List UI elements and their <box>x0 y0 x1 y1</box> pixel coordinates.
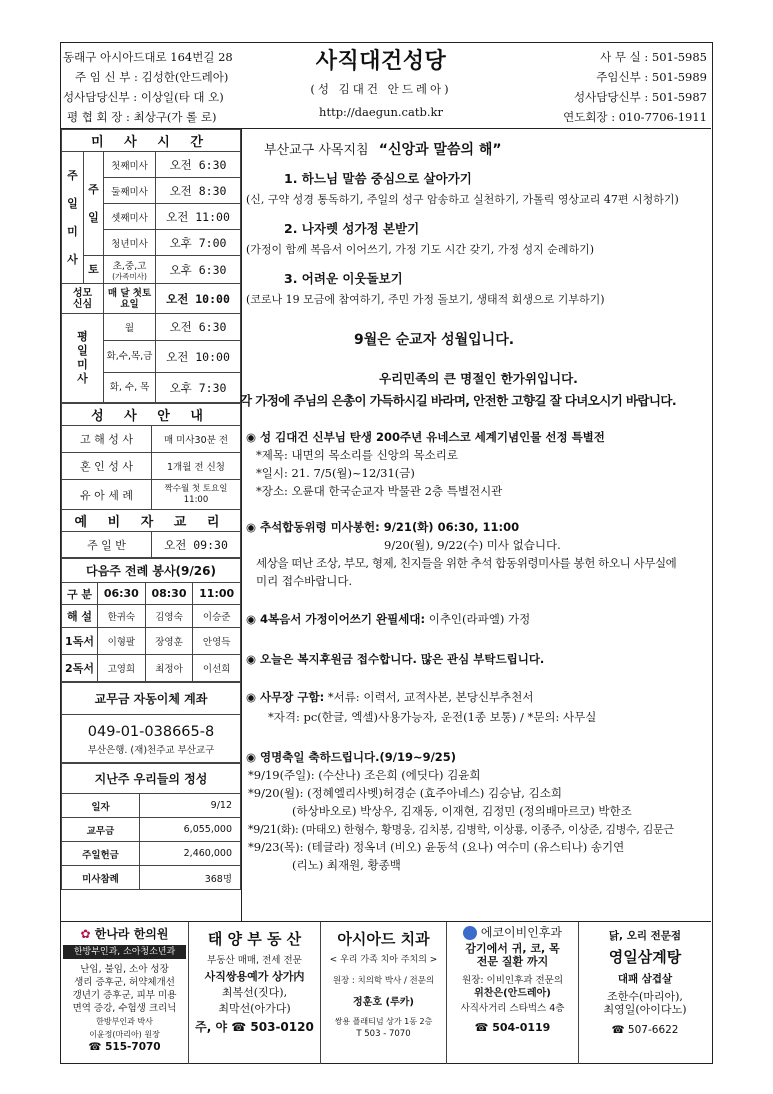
sacrament-value: 매 미사30분 전 <box>152 426 241 453</box>
clinic-logo-icon <box>463 926 477 940</box>
offering-value: 6,055,000 <box>140 818 241 842</box>
ad-line: 부동산 매매, 전세 전문 <box>207 955 302 966</box>
mass-schedule-table <box>61 129 241 403</box>
ad-line: 이윤정(마리아) 원장 <box>89 1030 160 1039</box>
account-bank: 부산은행. (재)천주교 부산교구 <box>87 744 215 756</box>
service-cell: 장영훈 <box>145 628 193 655</box>
mass-name: 화, 수, 목 <box>104 373 156 403</box>
offering-heading: 지난주 우리들의 정성 <box>62 764 241 794</box>
ad-line: 대패 삼겹살 <box>617 973 673 985</box>
notice-gospel-copy <box>246 611 530 627</box>
ad-line: < 우리 가족 치아 주치의 > <box>329 955 438 965</box>
first-saturday-name: 매 달 첫토요일 <box>104 284 156 314</box>
service-role: 1독서 <box>62 628 98 655</box>
guideline-1-body: (신, 구약 성경 통독하기, 주일의 성구 암송하고 실천하기, 가톨릭 영상교리 47편 시청하기) <box>246 193 679 206</box>
greeting-line-1: 우리민족의 큰 명절인 한가위입니다. <box>379 371 578 386</box>
mass-time: 오후 7:00 <box>156 230 241 256</box>
offering-label: 일자 <box>62 794 140 818</box>
pastor-info: 주 임 신 부 : 김성한(안드레아) <box>75 70 229 84</box>
church-patron: (성 김대건 안드레아) <box>310 82 452 96</box>
mass-name: 첫째미사 <box>104 152 156 178</box>
mass-name: 화,수,목,금 <box>104 341 156 373</box>
ad-samgyetang-name: 영일삼계탕 <box>608 948 682 966</box>
mass-time: 오후 7:30 <box>156 373 241 403</box>
notice-memorial-mass-body-2: 미리 접수바랍니다. <box>256 574 353 588</box>
mass-name: 둘째미사 <box>104 178 156 204</box>
service-cell: 최정아 <box>145 655 193 682</box>
sacrament-table <box>61 403 241 558</box>
guideline-2-body: (가정이 함께 복음서 이어쓰기, 가정 기도 시간 갖기, 가정 성지 순례하기) <box>246 243 595 256</box>
ad-oriental-clinic-title <box>61 928 188 941</box>
ad-line: 갱년기 증후군, 피부 미용 <box>72 990 177 1001</box>
sacrament-name: 혼 인 성 사 <box>62 453 152 480</box>
church-info <box>63 47 263 127</box>
account-box <box>62 715 241 763</box>
notice-exhibition-date: *일시: 21. 7/5(월)~12/31(금) <box>256 466 415 480</box>
ad-phone: ☎ 504-0119 <box>474 1021 551 1034</box>
ad-oriental-clinic <box>61 922 189 1064</box>
church-name: 사직대건성당 <box>315 49 447 74</box>
ad-line: 닭, 오리 전문점 <box>608 930 682 942</box>
service-col-header: 11:00 <box>193 583 241 605</box>
church-url[interactable]: http://daegun.catb.kr <box>319 105 443 119</box>
offering-value: 2,460,000 <box>140 842 241 866</box>
sacrament-priest-info: 성사담당신부 : 이상일(타 대 오) <box>63 90 224 104</box>
notice-memorial-mass-body: 세상을 떠난 조상, 부모, 형제, 친지들을 위한 추석 합동위령미사를 봉헌 하오니 사무실에 <box>256 556 677 570</box>
mass-schedule-heading: 미 사 시 간 <box>62 130 241 152</box>
ad-line: 조한수(마리아), <box>607 990 683 1003</box>
feast-day-line: *9/21(화): (마태오) 한형수, 황명웅, 김치봉, 김병학, 이상룡, 이종주, 이상준, 김병수, 김문근 <box>248 823 674 836</box>
catechumen-time: 오전 09:30 <box>152 532 241 558</box>
ad-line: 최복선(짓다), <box>221 986 288 999</box>
offering-table <box>61 763 241 890</box>
diocese-prefix: 부산교구 사목지침 <box>264 143 369 158</box>
service-cell: 한귀숙 <box>98 605 146 628</box>
office-phone: 사 무 실 : 501-5985 <box>600 50 707 64</box>
account-table <box>61 682 241 763</box>
ad-line: 사직쌍용예가 상가内 <box>204 970 305 983</box>
notice-exhibition-subject: *제목: 내면의 목소리를 신앙의 목소리로 <box>256 448 458 462</box>
feast-day-line: (하상바오로) 박상우, 김재동, 이재현, 김정민 (정의배마르코) 박한조 <box>292 804 632 818</box>
notice-exhibition-title: ◉ 성 김대건 신부님 탄생 200주년 유네스코 세계기념인물 선정 특별전 <box>246 430 605 444</box>
pastor-phone: 주임신부 : 501-5989 <box>596 70 707 84</box>
ad-line: 정훈호 (루카) <box>353 997 414 1008</box>
ad-line: 전문 질환 까지 <box>476 955 549 968</box>
feast-day-line: *9/23(목): (테글라) 정옥녀 (비오) 윤동석 (요나) 여수미 (유스티나) 송기연 <box>248 840 625 854</box>
marian-devotion-label: 성모 신심 <box>62 284 104 314</box>
notice-feast-day-title: ◉ 영명축일 축하드립니다.(9/19~9/25) <box>246 750 457 764</box>
mass-time: 오전 6:30 <box>156 314 241 341</box>
service-role: 2독서 <box>62 655 98 682</box>
ad-dental-clinic-name: 아시아드 치과 <box>337 930 430 948</box>
church-address: 동래구 아시아드대로 164번길 28 <box>63 50 233 64</box>
bulletin-header <box>61 43 711 129</box>
offering-value: 368명 <box>140 866 241 890</box>
ad-samgyetang <box>579 922 711 1064</box>
ad-line: 위찬은(안드레아) <box>474 988 551 999</box>
service-col-header: 06:30 <box>98 583 146 605</box>
ad-ent-clinic <box>447 922 579 1064</box>
guideline-2-title: 2. 나자렛 성가정 본받기 <box>284 221 420 236</box>
offering-label: 교무금 <box>62 818 140 842</box>
notices-column <box>240 129 711 921</box>
contact-numbers <box>487 47 707 127</box>
ad-ent-clinic-title <box>447 926 578 940</box>
ad-real-estate <box>189 922 321 1064</box>
ad-phone: ☎ 515-7070 <box>88 1041 161 1053</box>
catechumen-class: 주 일 반 <box>62 532 152 558</box>
service-table <box>61 558 241 682</box>
mass-name: 청년미사 <box>104 230 156 256</box>
guideline-3-body: (코로나 19 모금에 참여하기, 주민 가정 돌보기, 생태적 회생으로 기부하기) <box>246 293 605 306</box>
service-col-header: 구 분 <box>62 583 98 605</box>
guideline-3-title: 3. 어려운 이웃돌보기 <box>284 271 403 286</box>
notice-exhibition-place: *장소: 오륜대 한국순교자 박물관 2층 특별전시관 <box>256 484 503 498</box>
ad-line: 쌍용 플래티넘 상가 1동 2층 <box>334 1017 433 1026</box>
ad-line: 최막선(아가다) <box>218 1002 291 1015</box>
mass-name <box>104 256 156 284</box>
mass-name: 월 <box>104 314 156 341</box>
mass-time: 오후 6:30 <box>156 256 241 284</box>
sat-mass-name: 초,중,고 <box>112 261 147 272</box>
mass-time: 오전 6:30 <box>156 152 241 178</box>
ad-line: 한방부인과 박사 <box>96 1017 153 1026</box>
mass-time: 오전 11:00 <box>156 204 241 230</box>
saturday-label: 토 <box>84 256 104 284</box>
advertisement-strip <box>61 921 711 1063</box>
mass-time: 오전 8:30 <box>156 178 241 204</box>
ad-phone: ☎ 507-6622 <box>611 1024 679 1036</box>
weekday-mass-label: 평 일 미 사 <box>62 314 104 403</box>
ad-phone: T 503 - 7070 <box>356 1029 411 1039</box>
service-heading: 다음주 전례 봉사(9/26) <box>62 559 241 583</box>
left-column <box>61 129 242 921</box>
notice-memorial-mass-none: 9/20(월), 9/22(수) 미사 없습니다. <box>384 538 561 552</box>
service-cell: 이선희 <box>193 655 241 682</box>
sunday-mass-label: 주 일 미 사 <box>62 152 84 284</box>
catechumen-heading: 예 비 자 교 리 <box>62 510 241 532</box>
ad-dental-clinic <box>321 922 447 1064</box>
feast-day-line: *9/20(월): (정혜엘리사벳)허경순 (효주아네스) 김승남, 김소희 <box>248 786 562 800</box>
ad-line: 최영일(아이다노) <box>603 1003 687 1016</box>
service-cell: 김영숙 <box>145 605 193 628</box>
ad-line: 면역 증강, 수험생 크리닉 <box>72 1003 177 1014</box>
flower-icon: ✿ <box>80 927 91 941</box>
bulletin-page <box>60 42 713 1064</box>
sunday-label: 주 일 <box>84 152 104 256</box>
notice-welfare-donation: ◉ 오늘은 복지후원금 접수합니다. 많은 관심 부탁드립니다. <box>246 652 545 666</box>
mass-time: 오전 10:00 <box>156 341 241 373</box>
sacrament-value: 짝수월 첫 토요일 11:00 <box>152 480 241 510</box>
mass-name: 셋째미사 <box>104 204 156 230</box>
sacrament-heading: 성 사 안 내 <box>62 404 241 426</box>
service-cell: 이승준 <box>193 605 241 628</box>
header-title-block <box>281 47 481 119</box>
offering-value: 9/12 <box>140 794 241 818</box>
account-number: 049-01-038665-8 <box>87 723 215 740</box>
notice-job-opening-qualification: *자격: pc(한글, 엑셀)사용가능자, 운전(1종 보통) / *문의: 사무실 <box>268 710 597 724</box>
feast-day-line: (리노) 최재원, 황종백 <box>292 858 401 872</box>
ad-line: 생리 증후군, 허약체개선 <box>74 977 175 988</box>
sacrament-priest-phone: 성사담당신부 : 501-5987 <box>574 90 707 104</box>
sacrament-value: 1개월 전 신청 <box>152 453 241 480</box>
notice-job-opening-docs: *서류: 이력서, 교적사본, 본당신부추천서 <box>324 690 534 704</box>
sacrament-name: 유 아 세 례 <box>62 480 152 510</box>
first-saturday-time: 오전 10:00 <box>156 284 241 314</box>
district-president-phone: 연도회장 : 010-7706-1911 <box>563 110 707 124</box>
offering-label: 미사참례 <box>62 866 140 890</box>
account-heading: 교무금 자동이체 계좌 <box>62 683 241 715</box>
ad-phone: 주, 야 ☎ 503-0120 <box>195 1020 314 1034</box>
sat-mass-subname: (가족미사) <box>112 272 147 281</box>
month-theme: 9월은 순교자 성월입니다. <box>354 332 515 348</box>
notice-memorial-mass-title: ◉ 추석합동위령 미사봉헌: 9/21(화) 06:30, 11:00 <box>246 520 520 534</box>
service-col-header: 08:30 <box>145 583 193 605</box>
ad-real-estate-name: 태 양 부 동 산 <box>207 930 302 948</box>
notice-gospel-copy-title: ◉ 4복음서 가정이어쓰기 완필세대: <box>246 612 426 626</box>
ad-line: 감기에서 귀, 코, 목 <box>465 942 560 955</box>
notice-job-opening-title: ◉ 사무장 구함: <box>246 690 325 704</box>
service-cell: 고영희 <box>98 655 146 682</box>
sacrament-name: 고 해 성 사 <box>62 426 152 453</box>
notice-gospel-copy-family: 이추인(라파엘) 가정 <box>425 612 531 626</box>
greeting-line-2: 각 가정에 주님의 은총이 가득하시길 바라며, 안전한 고향길 잘 다녀오시기 바랍니다. <box>240 393 676 408</box>
service-cell: 이형팔 <box>98 628 146 655</box>
ad-line: 원장: 이비인후과 전문의 <box>461 975 563 986</box>
diocese-theme: “신앙과 말씀의 해” <box>378 142 502 158</box>
guideline-1-title: 1. 하느님 말씀 중심으로 살아가기 <box>284 171 472 186</box>
council-president-info: 평 협 회 장 : 최상구(가 롤 로) <box>67 110 217 124</box>
notice-job-opening <box>246 689 534 705</box>
feast-day-line: *9/19(주일): (수산나) 조은희 (에딧다) 김윤희 <box>248 768 481 782</box>
ad-line: 원장 : 치의학 박사 / 전문의 <box>332 976 435 986</box>
ad-line: 사직사거리 스타벅스 4층 <box>460 1003 565 1014</box>
offering-label: 주일헌금 <box>62 842 140 866</box>
ad-line: 난임, 불임, 소아 성장 <box>80 964 169 975</box>
service-role: 해 설 <box>62 605 98 628</box>
ad-oriental-clinic-band: 한방부인과, 소아청소년과 <box>63 945 186 959</box>
service-cell: 안영득 <box>193 628 241 655</box>
ad-ent-clinic-name: 에코이비인후과 <box>480 925 562 940</box>
diocese-guideline <box>264 139 502 159</box>
ad-oriental-clinic-name: 한나라 한의원 <box>94 927 169 941</box>
